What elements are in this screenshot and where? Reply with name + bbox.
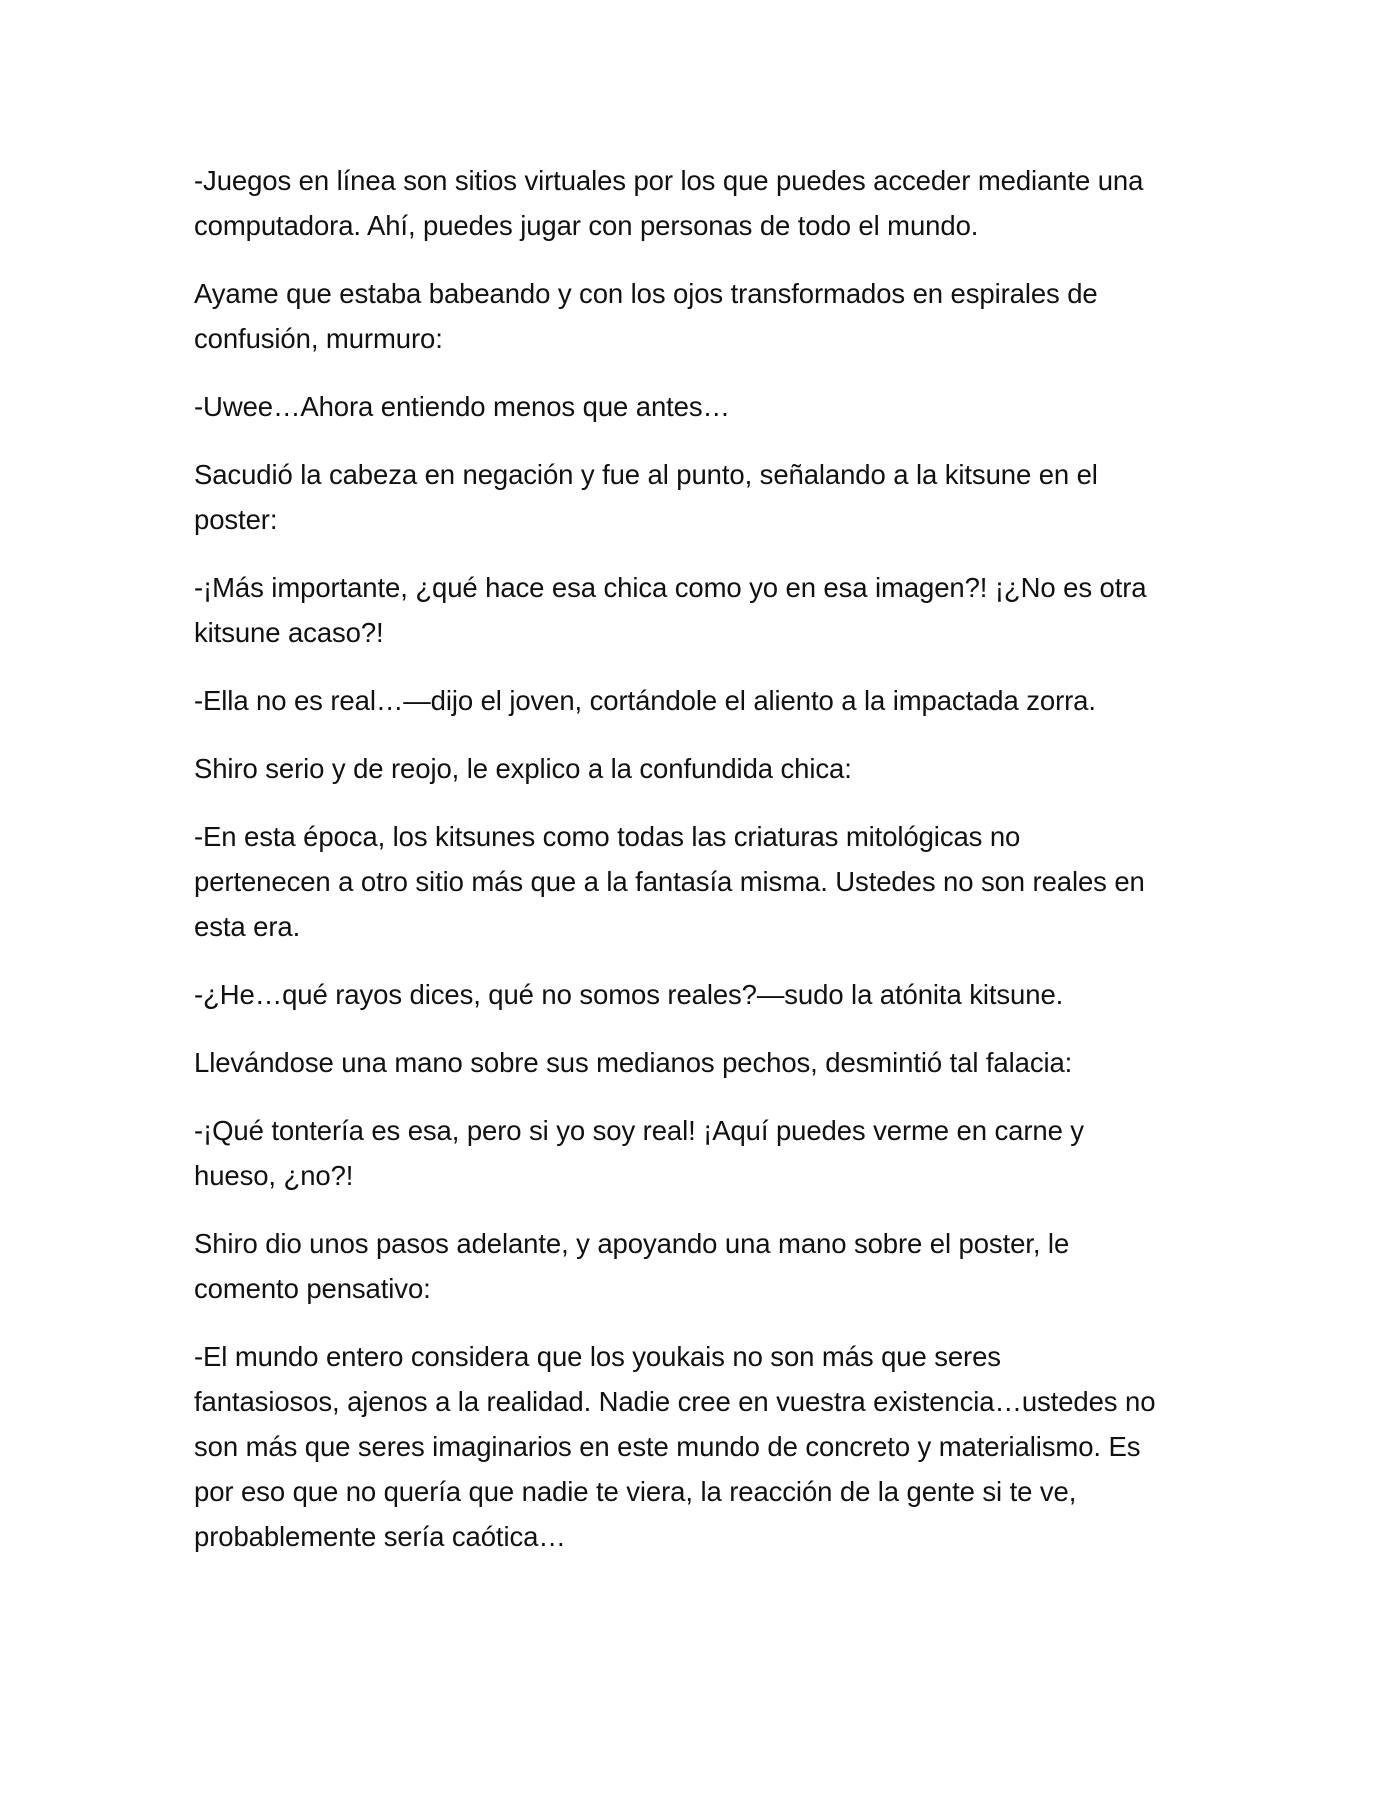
paragraph-10: Llevándose una mano sobre sus medianos pechos, desmintió tal falacia: [194, 1047, 1073, 1078]
paragraph-8: -En esta época, los kitsunes como todas las criaturas mitológicas no pertenecen a otro sitio más que a la fantasía misma. Ustedes no son reales en esta era. [194, 821, 1145, 942]
paragraph-11: -¡Qué tontería es esa, pero si yo soy real! ¡Aquí puedes verme en carne y hueso, ¿no?! [194, 1115, 1084, 1191]
paragraph-4: Sacudió la cabeza en negación y fue al punto, señalando a la kitsune en el poster: [194, 459, 1098, 535]
paragraph-7: Shiro serio y de reojo, le explico a la confundida chica: [194, 753, 852, 784]
paragraph-5: -¡Más importante, ¿qué hace esa chica como yo en esa imagen?! ¡¿No es otra kitsune acaso?! [194, 572, 1147, 648]
paragraph-13: -El mundo entero considera que los youkais no son más que seres fantasiosos, ajenos a la realidad. Nadie cree en vuestra existencia…ustedes no son más que seres imaginarios en este mundo de concreto y materialismo. Es por eso que no quería que nadie te viera, la reacción de la gente si te ve, probablemente sería caótica… [194, 1341, 1156, 1552]
paragraph-3: -Uwee…Ahora entiendo menos que antes… [194, 391, 730, 422]
paragraph-9: -¿He…qué rayos dices, qué no somos reales?—sudo la atónita kitsune. [194, 979, 1064, 1010]
paragraph-6: -Ella no es real…—dijo el joven, cortándole el aliento a la impactada zorra. [194, 685, 1096, 716]
paragraph-1: -Juegos en línea son sitios virtuales por los que puedes acceder mediante una computadora. Ahí, puedes jugar con personas de todo el mundo. [194, 165, 1144, 241]
document-body [194, 158, 1210, 1582]
paragraph-2: Ayame que estaba babeando y con los ojos transformados en espirales de confusión, murmuro: [194, 278, 1098, 354]
paragraph-12: Shiro dio unos pasos adelante, y apoyando una mano sobre el poster, le comento pensativo: [194, 1228, 1070, 1304]
